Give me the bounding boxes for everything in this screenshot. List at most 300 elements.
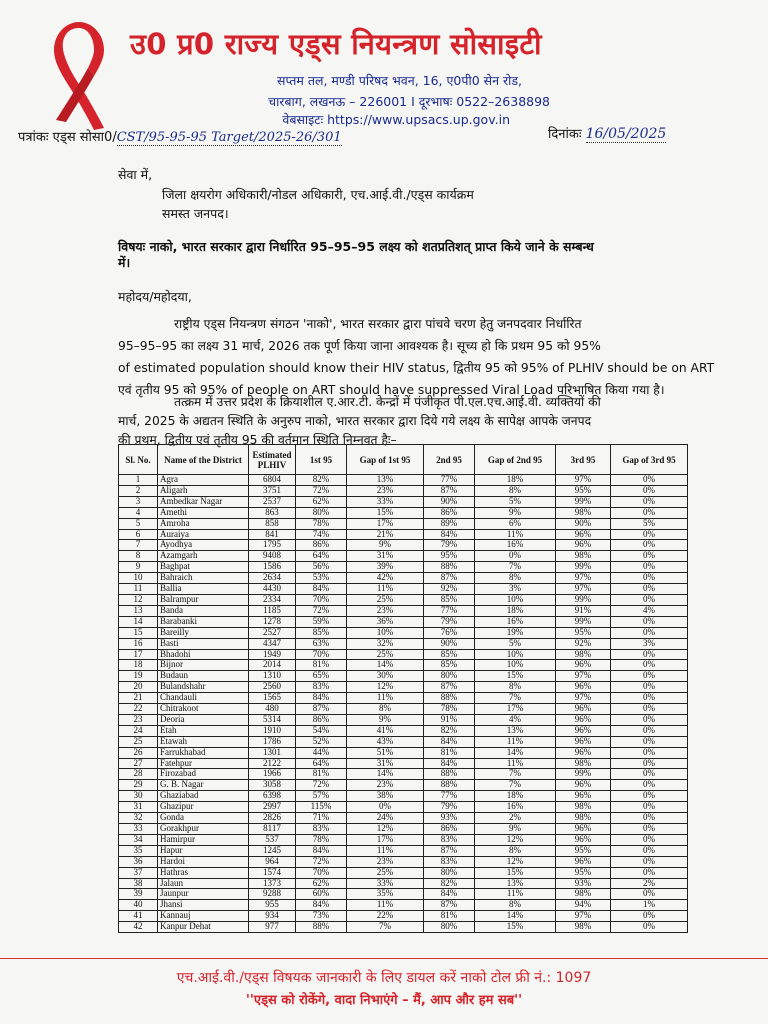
cell-sl-no: 22	[119, 704, 158, 715]
cell-first-95: 84%	[296, 693, 347, 704]
cell-gap-second-95: 4%	[475, 714, 556, 725]
cell-first-95: 53%	[296, 573, 347, 584]
table-row	[119, 889, 688, 900]
cell-third-95: 96%	[556, 824, 611, 835]
cell-sl-no: 27	[119, 758, 158, 769]
cell-gap-second-95: 8%	[475, 845, 556, 856]
address-line-2: चारबाग, लखनऊ – 226001 I दूरभाषः 0522–2638898	[268, 94, 550, 109]
cell-third-95: 97%	[556, 584, 611, 595]
cell-sl-no: 6	[119, 529, 158, 540]
cell-gap-third-95: 0%	[611, 802, 688, 813]
header-estimated-plhiv: Estimated PLHIV	[249, 445, 296, 475]
cell-second-95: 84%	[424, 529, 475, 540]
cell-sl-no: 7	[119, 540, 158, 551]
red-ribbon-icon	[48, 22, 110, 132]
cell-estimated-plhiv: 3058	[249, 780, 296, 791]
cell-gap-first-95: 21%	[347, 529, 424, 540]
cell-third-95: 96%	[556, 834, 611, 845]
cell-sl-no: 11	[119, 584, 158, 595]
cell-third-95: 96%	[556, 714, 611, 725]
table-row	[119, 834, 688, 845]
cell-gap-third-95: 0%	[611, 867, 688, 878]
cell-district: Ballia	[158, 584, 249, 595]
cell-estimated-plhiv: 4430	[249, 584, 296, 595]
cell-first-95: 88%	[296, 922, 347, 933]
cell-estimated-plhiv: 2527	[249, 627, 296, 638]
cell-estimated-plhiv: 863	[249, 507, 296, 518]
cell-gap-third-95: 0%	[611, 562, 688, 573]
cell-district: Banda	[158, 605, 249, 616]
cell-sl-no: 15	[119, 627, 158, 638]
cell-sl-no: 35	[119, 845, 158, 856]
cell-gap-third-95: 0%	[611, 747, 688, 758]
cell-sl-no: 8	[119, 551, 158, 562]
cell-estimated-plhiv: 1245	[249, 845, 296, 856]
cell-district: Bulandshahr	[158, 682, 249, 693]
cell-first-95: 83%	[296, 824, 347, 835]
cell-district: Amroha	[158, 518, 249, 529]
cell-first-95: 81%	[296, 769, 347, 780]
recipient-line-2: समस्त जनपद।	[162, 206, 229, 221]
cell-gap-first-95: 25%	[347, 594, 424, 605]
cell-gap-third-95: 0%	[611, 475, 688, 486]
paragraph-2-line: मार्च, 2025 के अद्यतन स्थिति के अनुरुप नाको, भारत सरकार द्वारा दिये गये लक्ष्य के सापेक्ष आपके जनपद	[118, 414, 592, 428]
cell-estimated-plhiv: 1301	[249, 747, 296, 758]
cell-district: Hamirpur	[158, 834, 249, 845]
cell-third-95: 98%	[556, 889, 611, 900]
cell-estimated-plhiv: 1565	[249, 693, 296, 704]
reference-number	[18, 127, 342, 145]
cell-sl-no: 30	[119, 791, 158, 802]
table-row	[119, 594, 688, 605]
table-row	[119, 638, 688, 649]
cell-third-95: 98%	[556, 551, 611, 562]
cell-gap-second-95: 10%	[475, 594, 556, 605]
cell-district: Ambedkar Nagar	[158, 496, 249, 507]
cell-gap-first-95: 41%	[347, 725, 424, 736]
subject-label: विषयः	[118, 239, 146, 254]
cell-gap-first-95: 11%	[347, 845, 424, 856]
cell-third-95: 98%	[556, 507, 611, 518]
cell-gap-second-95: 14%	[475, 911, 556, 922]
cell-second-95: 88%	[424, 693, 475, 704]
cell-gap-third-95: 0%	[611, 769, 688, 780]
cell-second-95: 84%	[424, 758, 475, 769]
table-row	[119, 900, 688, 911]
cell-gap-first-95: 23%	[347, 605, 424, 616]
cell-sl-no: 41	[119, 911, 158, 922]
cell-gap-third-95: 0%	[611, 791, 688, 802]
cell-estimated-plhiv: 1949	[249, 649, 296, 660]
cell-third-95: 98%	[556, 649, 611, 660]
cell-estimated-plhiv: 841	[249, 529, 296, 540]
cell-gap-first-95: 17%	[347, 834, 424, 845]
cell-gap-second-95: 7%	[475, 769, 556, 780]
table-row	[119, 475, 688, 486]
cell-district: Fatehpur	[158, 758, 249, 769]
cell-gap-third-95: 0%	[611, 627, 688, 638]
cell-sl-no: 25	[119, 736, 158, 747]
cell-third-95: 96%	[556, 736, 611, 747]
cell-estimated-plhiv: 1795	[249, 540, 296, 551]
cell-gap-first-95: 32%	[347, 638, 424, 649]
cell-estimated-plhiv: 3751	[249, 485, 296, 496]
cell-estimated-plhiv: 537	[249, 834, 296, 845]
cell-district: Aligarh	[158, 485, 249, 496]
cell-gap-first-95: 7%	[347, 922, 424, 933]
cell-gap-first-95: 11%	[347, 900, 424, 911]
cell-first-95: 73%	[296, 911, 347, 922]
cell-third-95: 95%	[556, 867, 611, 878]
cell-gap-second-95: 16%	[475, 540, 556, 551]
cell-first-95: 63%	[296, 638, 347, 649]
cell-gap-first-95: 9%	[347, 540, 424, 551]
cell-district: Hardoi	[158, 856, 249, 867]
cell-sl-no: 20	[119, 682, 158, 693]
cell-gap-second-95: 8%	[475, 573, 556, 584]
cell-district: Etah	[158, 725, 249, 736]
cell-estimated-plhiv: 8117	[249, 824, 296, 835]
cell-first-95: 72%	[296, 485, 347, 496]
cell-third-95: 98%	[556, 802, 611, 813]
cell-gap-second-95: 12%	[475, 834, 556, 845]
cell-second-95: 80%	[424, 867, 475, 878]
cell-gap-third-95: 0%	[611, 540, 688, 551]
cell-estimated-plhiv: 2560	[249, 682, 296, 693]
cell-gap-second-95: 13%	[475, 878, 556, 889]
cell-second-95: 84%	[424, 889, 475, 900]
cell-gap-third-95: 4%	[611, 605, 688, 616]
cell-second-95: 95%	[424, 551, 475, 562]
cell-second-95: 90%	[424, 638, 475, 649]
cell-third-95: 96%	[556, 780, 611, 791]
cell-estimated-plhiv: 2537	[249, 496, 296, 507]
paragraph-1	[118, 313, 714, 401]
cell-third-95: 99%	[556, 562, 611, 573]
cell-sl-no: 26	[119, 747, 158, 758]
cell-second-95: 87%	[424, 573, 475, 584]
table-row	[119, 573, 688, 584]
cell-district: G. B. Nagar	[158, 780, 249, 791]
header-second-95: 2nd 95	[424, 445, 475, 475]
cell-gap-second-95: 0%	[475, 551, 556, 562]
table-row	[119, 780, 688, 791]
cell-first-95: 84%	[296, 845, 347, 856]
cell-third-95: 99%	[556, 594, 611, 605]
cell-third-95: 97%	[556, 911, 611, 922]
table-row	[119, 791, 688, 802]
cell-first-95: 81%	[296, 660, 347, 671]
cell-sl-no: 24	[119, 725, 158, 736]
paragraph-2	[118, 393, 601, 450]
table-row	[119, 551, 688, 562]
cell-gap-third-95: 0%	[611, 856, 688, 867]
cell-gap-first-95: 14%	[347, 769, 424, 780]
paragraph-1-line: of estimated population should know their HIV status, द्वितीय 95 को 95% of PLHIV should be on ART	[118, 361, 715, 375]
cell-gap-third-95: 0%	[611, 813, 688, 824]
cell-district: Jaunpur	[158, 889, 249, 900]
cell-second-95: 77%	[424, 791, 475, 802]
cell-first-95: 71%	[296, 813, 347, 824]
cell-district: Gorakhpur	[158, 824, 249, 835]
cell-gap-third-95: 0%	[611, 529, 688, 540]
cell-second-95: 84%	[424, 736, 475, 747]
cell-gap-second-95: 15%	[475, 671, 556, 682]
cell-gap-first-95: 9%	[347, 714, 424, 725]
table-row	[119, 693, 688, 704]
cell-gap-second-95: 11%	[475, 736, 556, 747]
cell-sl-no: 9	[119, 562, 158, 573]
cell-gap-second-95: 12%	[475, 856, 556, 867]
cell-sl-no: 29	[119, 780, 158, 791]
cell-first-95: 54%	[296, 725, 347, 736]
table-row	[119, 911, 688, 922]
table-row	[119, 725, 688, 736]
cell-first-95: 84%	[296, 584, 347, 595]
cell-third-95: 96%	[556, 791, 611, 802]
cell-gap-third-95: 0%	[611, 693, 688, 704]
cell-first-95: 57%	[296, 791, 347, 802]
table-row	[119, 485, 688, 496]
table-row	[119, 922, 688, 933]
cell-sl-no: 12	[119, 594, 158, 605]
cell-third-95: 99%	[556, 769, 611, 780]
reference-label: पत्रांकः एड्स सोसा0/	[18, 130, 117, 145]
cell-first-95: 64%	[296, 758, 347, 769]
cell-second-95: 92%	[424, 584, 475, 595]
cell-sl-no: 28	[119, 769, 158, 780]
cell-sl-no: 17	[119, 649, 158, 660]
cell-sl-no: 13	[119, 605, 158, 616]
cell-estimated-plhiv: 1786	[249, 736, 296, 747]
cell-gap-second-95: 5%	[475, 496, 556, 507]
cell-third-95: 96%	[556, 856, 611, 867]
cell-estimated-plhiv: 5314	[249, 714, 296, 725]
cell-estimated-plhiv: 6804	[249, 475, 296, 486]
cell-gap-first-95: 12%	[347, 824, 424, 835]
cell-third-95: 92%	[556, 638, 611, 649]
cell-estimated-plhiv: 2334	[249, 594, 296, 605]
cell-estimated-plhiv: 955	[249, 900, 296, 911]
cell-district: Ayodhya	[158, 540, 249, 551]
cell-gap-second-95: 8%	[475, 682, 556, 693]
table-header-row	[119, 445, 688, 475]
cell-sl-no: 16	[119, 638, 158, 649]
cell-gap-first-95: 51%	[347, 747, 424, 758]
cell-third-95: 93%	[556, 878, 611, 889]
cell-gap-third-95: 0%	[611, 714, 688, 725]
cell-gap-first-95: 42%	[347, 573, 424, 584]
cell-third-95: 96%	[556, 747, 611, 758]
cell-second-95: 80%	[424, 922, 475, 933]
cell-sl-no: 37	[119, 867, 158, 878]
cell-first-95: 52%	[296, 736, 347, 747]
cell-district: Auraiya	[158, 529, 249, 540]
cell-gap-second-95: 7%	[475, 780, 556, 791]
cell-gap-second-95: 10%	[475, 649, 556, 660]
cell-district: Jalaun	[158, 878, 249, 889]
cell-gap-second-95: 11%	[475, 758, 556, 769]
cell-gap-first-95: 43%	[347, 736, 424, 747]
date-label: दिनांकः	[548, 127, 582, 142]
subject-line-1	[118, 238, 594, 256]
cell-first-95: 78%	[296, 518, 347, 529]
cell-third-95: 94%	[556, 900, 611, 911]
cell-district: Kannauj	[158, 911, 249, 922]
cell-first-95: 59%	[296, 616, 347, 627]
cell-gap-first-95: 25%	[347, 649, 424, 660]
table-row	[119, 769, 688, 780]
cell-gap-first-95: 22%	[347, 911, 424, 922]
cell-first-95: 84%	[296, 900, 347, 911]
cell-first-95: 80%	[296, 507, 347, 518]
cell-district: Ghaziabad	[158, 791, 249, 802]
cell-sl-no: 42	[119, 922, 158, 933]
cell-first-95: 72%	[296, 605, 347, 616]
table-row	[119, 878, 688, 889]
cell-gap-third-95: 3%	[611, 638, 688, 649]
cell-district: Baghpat	[158, 562, 249, 573]
cell-sl-no: 10	[119, 573, 158, 584]
cell-gap-third-95: 0%	[611, 845, 688, 856]
cell-third-95: 96%	[556, 660, 611, 671]
cell-gap-second-95: 18%	[475, 605, 556, 616]
table-row	[119, 824, 688, 835]
cell-third-95: 98%	[556, 758, 611, 769]
cell-second-95: 87%	[424, 845, 475, 856]
footer-helpline: एच.आई.वी./एड्स विषयक जानकारी के लिए डायल करें नाको टोल फ्री नं.: 1097	[176, 970, 592, 986]
cell-second-95: 78%	[424, 704, 475, 715]
cell-gap-first-95: 12%	[347, 682, 424, 693]
cell-district: Jhansi	[158, 900, 249, 911]
cell-estimated-plhiv: 934	[249, 911, 296, 922]
cell-gap-first-95: 30%	[347, 671, 424, 682]
cell-sl-no: 4	[119, 507, 158, 518]
header-first-95: 1st 95	[296, 445, 347, 475]
cell-gap-second-95: 18%	[475, 791, 556, 802]
cell-gap-third-95: 0%	[611, 594, 688, 605]
cell-first-95: 70%	[296, 649, 347, 660]
cell-second-95: 81%	[424, 747, 475, 758]
cell-gap-third-95: 0%	[611, 922, 688, 933]
cell-gap-first-95: 11%	[347, 584, 424, 595]
cell-gap-first-95: 8%	[347, 704, 424, 715]
cell-gap-third-95: 0%	[611, 660, 688, 671]
paragraph-1-line: एवं तृतीय 95 को 95% of people on ART should have suppressed Viral Load परिभाषित किया गया है।	[118, 383, 665, 397]
footer-divider	[0, 958, 768, 959]
table-row	[119, 529, 688, 540]
cell-gap-second-95: 16%	[475, 802, 556, 813]
cell-gap-third-95: 0%	[611, 584, 688, 595]
cell-gap-second-95: 3%	[475, 584, 556, 595]
cell-sl-no: 2	[119, 485, 158, 496]
cell-sl-no: 14	[119, 616, 158, 627]
cell-second-95: 93%	[424, 813, 475, 824]
cell-sl-no: 1	[119, 475, 158, 486]
cell-gap-first-95: 23%	[347, 485, 424, 496]
cell-second-95: 86%	[424, 824, 475, 835]
cell-gap-second-95: 13%	[475, 725, 556, 736]
cell-gap-first-95: 33%	[347, 878, 424, 889]
table-row	[119, 562, 688, 573]
cell-gap-first-95: 23%	[347, 856, 424, 867]
cell-estimated-plhiv: 2826	[249, 813, 296, 824]
cell-gap-second-95: 9%	[475, 824, 556, 835]
cell-estimated-plhiv: 1574	[249, 867, 296, 878]
cell-district: Bijnor	[158, 660, 249, 671]
cell-second-95: 82%	[424, 725, 475, 736]
cell-second-95: 76%	[424, 627, 475, 638]
cell-second-95: 88%	[424, 562, 475, 573]
cell-third-95: 98%	[556, 922, 611, 933]
cell-gap-first-95: 0%	[347, 802, 424, 813]
table-row	[119, 540, 688, 551]
cell-second-95: 81%	[424, 911, 475, 922]
table-row	[119, 813, 688, 824]
cell-second-95: 91%	[424, 714, 475, 725]
cell-estimated-plhiv: 964	[249, 856, 296, 867]
cell-estimated-plhiv: 2014	[249, 660, 296, 671]
cell-estimated-plhiv: 2634	[249, 573, 296, 584]
table-row	[119, 802, 688, 813]
cell-gap-second-95: 10%	[475, 660, 556, 671]
cell-first-95: 82%	[296, 475, 347, 486]
cell-sl-no: 36	[119, 856, 158, 867]
header-gap-first-95: Gap of 1st 95	[347, 445, 424, 475]
cell-gap-third-95: 0%	[611, 911, 688, 922]
cell-gap-third-95: 0%	[611, 834, 688, 845]
cell-third-95: 96%	[556, 529, 611, 540]
cell-district: Farrukhabad	[158, 747, 249, 758]
paragraph-2-line: तत्क्रम में उत्तर प्रदेश के क्रियाशील ए.आर.टी. केन्द्रों में पंजीकृत पी.एल.एच.आई.वी. व्यक्तियों की	[174, 395, 601, 409]
cell-district: Azamgarh	[158, 551, 249, 562]
cell-first-95: 62%	[296, 496, 347, 507]
cell-estimated-plhiv: 1278	[249, 616, 296, 627]
cell-third-95: 96%	[556, 704, 611, 715]
cell-gap-first-95: 11%	[347, 693, 424, 704]
paragraph-2-line: की प्रथम, द्वितीय एवं तृतीय 95 की वर्तमान स्थिति निम्नवत हैः–	[118, 433, 397, 447]
cell-estimated-plhiv: 9408	[249, 551, 296, 562]
cell-third-95: 97%	[556, 671, 611, 682]
greeting: महोदय/महोदया,	[118, 289, 192, 304]
table-body	[119, 475, 688, 933]
cell-sl-no: 23	[119, 714, 158, 725]
date-handwritten: 16/05/2025	[585, 126, 667, 142]
cell-district: Etawah	[158, 736, 249, 747]
cell-second-95: 79%	[424, 802, 475, 813]
cell-gap-third-95: 0%	[611, 649, 688, 660]
date-line	[548, 124, 666, 142]
cell-first-95: 70%	[296, 594, 347, 605]
cell-district: Hathras	[158, 867, 249, 878]
cell-estimated-plhiv: 2997	[249, 802, 296, 813]
table-row	[119, 605, 688, 616]
cell-district: Barabanki	[158, 616, 249, 627]
cell-second-95: 85%	[424, 594, 475, 605]
cell-estimated-plhiv: 1586	[249, 562, 296, 573]
cell-estimated-plhiv: 2122	[249, 758, 296, 769]
cell-third-95: 99%	[556, 616, 611, 627]
cell-first-95: 85%	[296, 627, 347, 638]
cell-estimated-plhiv: 1910	[249, 725, 296, 736]
cell-second-95: 88%	[424, 780, 475, 791]
cell-gap-second-95: 9%	[475, 507, 556, 518]
cell-second-95: 88%	[424, 769, 475, 780]
cell-second-95: 80%	[424, 671, 475, 682]
table-row	[119, 747, 688, 758]
cell-first-95: 60%	[296, 889, 347, 900]
cell-second-95: 87%	[424, 682, 475, 693]
